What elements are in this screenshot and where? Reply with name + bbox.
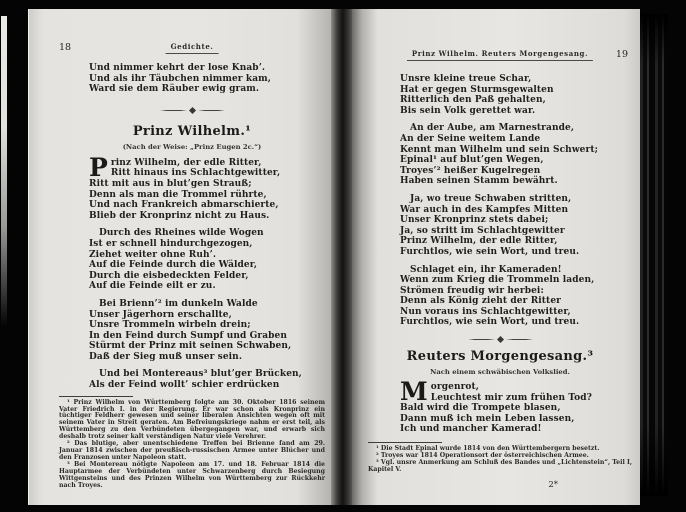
verse-line: rinz Wilhelm, der edle Ritter, <box>110 157 262 168</box>
open-book <box>28 9 640 505</box>
footnote: ¹ Prinz Wilhelm von Württemberg folgte am 30. Oktober 1816 seinem Vater Friedrich I. in der Regierung. Er war schon als Kronprinz ein tüchtiger Feldherr gewesen und seiner liberalen Ansichten wegen oft mit seinem Vater in Streit geraten. Am Befreiungskriege nahm er erst teil, als Württemberg zu den Verbündeten übergegangen war, und erwarb sich deshalb trotz seiner kalt verständigen Natur viele Verehrer. <box>59 398 325 441</box>
verse-line: Bis sein Volk gerettet war. <box>400 105 536 116</box>
verse-line: Ja, wo treue Schwaben stritten, <box>410 193 572 204</box>
verse-line: Und als ihr Täubchen nimmer kam, <box>89 73 272 84</box>
stanza <box>89 369 325 390</box>
stanza <box>400 377 632 435</box>
drop-cap: P <box>89 152 108 182</box>
page-number-left: 18 <box>59 42 72 53</box>
verse-line: Epinal¹ auf blut’gen Wegen, <box>400 155 544 166</box>
verse-line: Ward sie dem Räuber ewig gram. <box>89 84 260 95</box>
verse-line: Und nimmer kehrt der lose Knab’. <box>89 63 266 73</box>
divider-line <box>468 339 495 340</box>
stanza <box>89 228 325 292</box>
verse-line: Auf die Feinde durch die Wälder, <box>89 260 258 271</box>
verse-line: Furchtlos, wie sein Wort, und treu. <box>400 246 580 257</box>
verse-line: Haben seinen Stamm bewährt. <box>400 176 558 187</box>
divider-line <box>198 110 225 111</box>
verse-line: Auf die Feinde eilt er zu. <box>89 281 216 292</box>
verse-line: Stürmt der Prinz mit seinen Schwaben, <box>89 341 292 352</box>
verse-line: Unser Kronprinz stets dabei; <box>400 215 549 226</box>
verse-line: Prinz Wilhelm, der edle Ritter, <box>400 236 558 247</box>
stanza <box>400 194 632 258</box>
footnote: ¹ Die Stadt Epinal wurde 1814 von den Württembergern besetzt. <box>376 445 600 453</box>
stanza <box>89 63 325 95</box>
running-head-left: Gedichte. <box>166 42 219 54</box>
verse-line: Unsre Trommeln wirbeln drein; <box>89 320 251 331</box>
verse-line: Kennt man Wilhelm und sein Schwert; <box>400 144 599 155</box>
previous-poem-ending <box>89 63 325 95</box>
footnote: ² Das blutige, aber unentschiedene Treffen bei Brienne fand am 29. Januar 1814 zwischen der preußisch-russischen Armee unter Blücher und den Franzosen unter Napoleon statt. <box>59 440 325 461</box>
verse-line: Durch die eisbedeckten Felder, <box>89 270 249 281</box>
verse-line: Blieb der Kronprinz nicht zu Haus. <box>89 210 270 221</box>
footnote-rule <box>59 396 133 397</box>
verse-line: Durch des Rheines wilde Wogen <box>99 228 264 239</box>
page-left <box>28 9 331 505</box>
verse-line: Daß der Sieg muß unser sein. <box>89 351 243 362</box>
verse-line: Schlaget ein, ihr Kameraden! <box>410 264 562 275</box>
footnote: ³ Vgl. unsre Anmerkung am Schluß des Bandes und „Lichtenstein“, Teil I, Kapitel V. <box>368 458 633 473</box>
verse-line: Strömen freudig wir herbei: <box>400 285 544 296</box>
verse-line: Ja, so stritt im Schlachtgewitter <box>400 225 565 236</box>
drop-cap: M <box>400 377 428 407</box>
verse-line: Denn als König zieht der Ritter <box>400 296 561 307</box>
section-divider-ornament <box>368 336 632 343</box>
divider-diamond-icon <box>496 336 503 343</box>
verse-line: Unsre kleine treue Schar, <box>400 74 532 84</box>
running-head-right: Prinz Wilhelm. Reuters Morgengesang. <box>407 49 593 61</box>
stanza <box>89 299 325 363</box>
verse-line: Bei Brienn’² im dunkeln Walde <box>99 298 258 309</box>
verse-line: In den Feind durch Sumpf und Graben <box>89 330 288 341</box>
footnote: ³ Bei Montereau nötigte Napoleon am 17. und 18. Februar 1814 die Hauptarmee der Verbündeten unter Schwarzenberg durch Besiegung Wittgensteins und des Prinzen Wilhelm von Württemberg zur Rückkehr nach Troyes. <box>59 460 325 489</box>
poem-body-left <box>89 152 325 391</box>
verse-line: Ritt hinaus ins Schlachtgewitter, <box>110 168 281 179</box>
verse-line: Troyes’² heißer Kugelregen <box>400 165 541 176</box>
stanza <box>400 265 632 329</box>
verse-line: Ziehet weiter ohne Ruh’. <box>89 249 217 260</box>
verse-line: Als der Feind wollt’ schier erdrücken <box>89 380 280 391</box>
divider-line <box>160 110 187 111</box>
stanza <box>400 123 632 187</box>
divider-diamond-icon <box>188 107 195 114</box>
verse-line: Leuchtest mir zum frühen Tod? <box>430 392 593 403</box>
verse-line: An der Aube, am Marnestrande, <box>410 123 575 134</box>
running-head-row-left <box>59 42 325 55</box>
verse-line: War auch in des Kampfes Mitten <box>400 204 569 215</box>
book-gutter <box>331 9 352 505</box>
verse-line: Ritt mit aus in blut’gen Strauß; <box>89 178 252 189</box>
verse-line: Hat er gegen Sturmsgewalten <box>400 84 554 95</box>
stanza <box>400 74 632 116</box>
page-right <box>352 9 640 505</box>
verse-line: Ritterlich den Paß gehalten, <box>400 95 546 106</box>
poem-body-right <box>400 74 632 328</box>
verse-line: Wenn zum Krieg die Trommeln laden, <box>400 275 595 286</box>
verse-line: Bald wird die Trompete blasen, <box>400 403 561 414</box>
verse-line: Denn als man die Trommel rührte, <box>89 189 267 200</box>
verse-line: Nun voraus ins Schlachtgewitter, <box>400 306 571 317</box>
verse-line: Und nach Frankreich abmarschierte, <box>89 200 279 211</box>
second-poem-body <box>400 377 632 435</box>
page-number-right: 19 <box>615 49 628 60</box>
signature-mark: 2* <box>548 479 558 490</box>
poem-tune-note: (Nach der Weise: „Prinz Eugen 2c.“) <box>122 142 262 151</box>
footnotes-left <box>59 400 325 490</box>
right-page-stack-edges <box>640 14 668 496</box>
second-poem-title: Reuters Morgengesang.³ <box>406 349 594 365</box>
verse-line: Und bei Montereaus³ blut’ger Brücken, <box>99 369 302 380</box>
verse-line: An der Seine weitem Lande <box>400 133 541 144</box>
stanza <box>89 152 325 222</box>
footnotes-right <box>368 446 632 474</box>
divider-line <box>506 339 533 340</box>
footnote-rule <box>368 442 442 443</box>
running-head-row-right <box>368 49 632 62</box>
footnote: ² Troyes war 1814 Operationsort der österreichischen Armee. <box>376 451 589 459</box>
poem-title: Prinz Wilhelm.¹ <box>132 123 252 139</box>
verse-line: Ist er schnell hindurchgezogen, <box>89 238 253 249</box>
verse-line: orgenrot, <box>430 382 480 393</box>
section-divider-ornament <box>59 107 325 114</box>
left-page-fore-edge <box>1 16 7 326</box>
second-poem-subtitle: Nach einem schwäbischen Volkslied. <box>430 368 570 377</box>
verse-line: Unser Jägerhorn erschallte, <box>89 309 232 320</box>
verse-line: Furchtlos, wie sein Wort, und treu. <box>400 317 580 328</box>
verse-line: Dann muß ich mein Leben lassen, <box>400 413 575 424</box>
verse-line: Ich und mancher Kamerad! <box>400 424 542 435</box>
